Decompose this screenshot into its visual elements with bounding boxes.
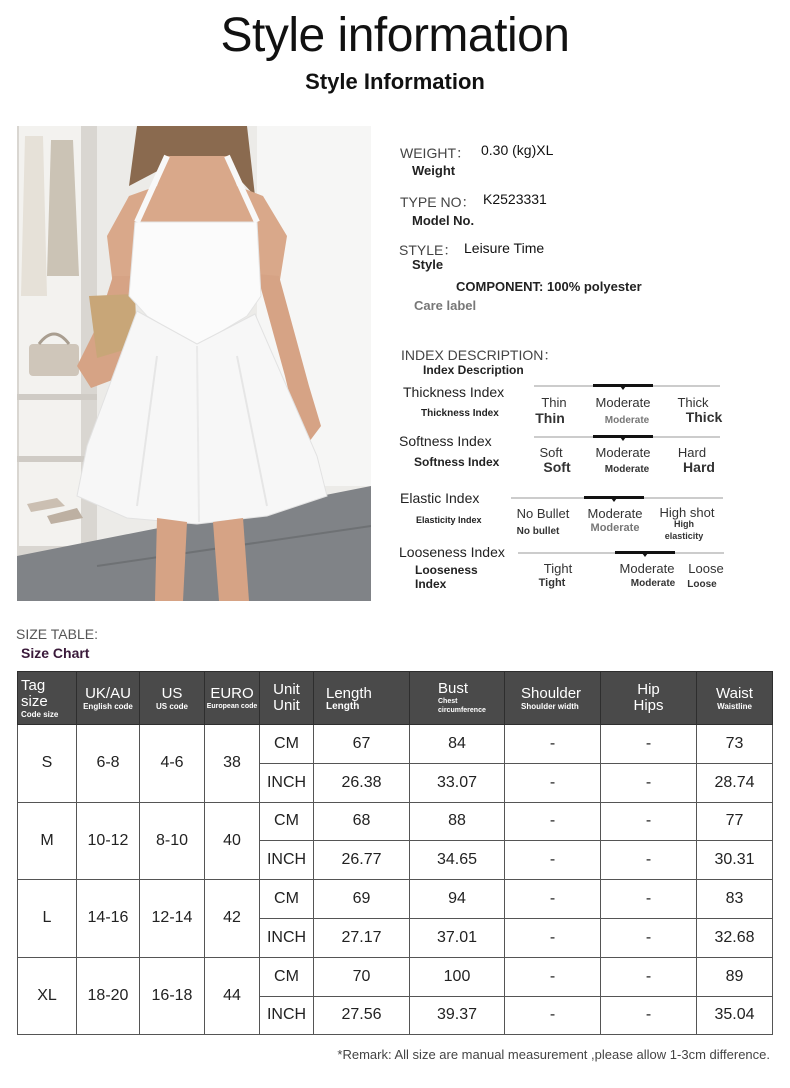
header-shoulder: Shoulder Shoulder width — [505, 672, 601, 725]
unit-cell: CM — [260, 880, 314, 919]
waist-cell: 30.31 — [697, 841, 773, 880]
table-row — [18, 880, 773, 919]
header-euro: EURO European code — [205, 672, 260, 725]
us-cell: 16-18 — [140, 957, 205, 1035]
euro-cell: 38 — [205, 725, 260, 803]
uk-cell: 14-16 — [77, 880, 140, 958]
thickness-sub-thin: Thin — [535, 410, 565, 426]
hip-cell: - — [601, 918, 697, 957]
header-uk: UK/AU English code — [77, 672, 140, 725]
length-cell: 27.17 — [314, 918, 410, 957]
looseness-opt-tight: Tight — [543, 561, 573, 576]
thickness-opt-thin: Thin — [541, 395, 567, 410]
softness-opt-moderate: Moderate — [595, 445, 651, 460]
thickness-sub-moderate: Moderate — [604, 415, 650, 426]
hip-cell: - — [601, 841, 697, 880]
elastic-sub-high: High elasticity — [664, 519, 704, 541]
waist-cell: 28.74 — [697, 763, 773, 802]
shoulder-cell: - — [505, 841, 601, 880]
table-row — [18, 725, 773, 764]
shoulder-cell: - — [505, 725, 601, 764]
softness-opt-hard: Hard — [677, 445, 707, 460]
looseness-sub: Looseness Index — [415, 563, 478, 591]
us-cell: 12-14 — [140, 880, 205, 958]
hip-cell: - — [601, 725, 697, 764]
looseness-opt-moderate: Moderate — [619, 561, 675, 576]
us-cell: 8-10 — [140, 802, 205, 880]
elastic-opt-highshot: High shot — [659, 505, 715, 520]
elastic-name: Elastic Index — [400, 490, 480, 506]
euro-cell: 40 — [205, 802, 260, 880]
table-row — [18, 802, 773, 841]
elastic-sub-nobullet: No bullet — [516, 526, 560, 537]
product-photo — [17, 126, 371, 601]
looseness-name: Looseness Index — [399, 544, 505, 560]
looseness-sub-moderate: Moderate — [630, 578, 676, 589]
euro-cell: 42 — [205, 880, 260, 958]
us-cell: 4-6 — [140, 725, 205, 803]
unit-cell: CM — [260, 725, 314, 764]
bust-cell: 94 — [410, 880, 505, 919]
looseness-opt-loose: Loose — [688, 561, 724, 576]
unit-cell: CM — [260, 802, 314, 841]
main-title: Style information — [220, 9, 570, 62]
thickness-marker — [620, 386, 626, 390]
euro-cell: 44 — [205, 957, 260, 1035]
size-table-label: SIZE TABLE: — [16, 626, 98, 642]
tag-cell: S — [18, 725, 77, 803]
elastic-track — [511, 497, 723, 499]
size-table-header — [18, 672, 773, 725]
type-sub: Model No. — [412, 213, 475, 228]
length-cell: 68 — [314, 802, 410, 841]
bust-cell: 84 — [410, 725, 505, 764]
header-unit: Unit Unit — [260, 672, 314, 725]
shoulder-cell: - — [505, 763, 601, 802]
looseness-sub-tight: Tight — [538, 577, 566, 589]
unit-cell: INCH — [260, 918, 314, 957]
component-text: COMPONENT: 100% polyester — [456, 279, 642, 294]
uk-cell: 18-20 — [77, 957, 140, 1035]
hip-cell: - — [601, 802, 697, 841]
weight-value: 0.30 (kg)XL — [481, 142, 554, 158]
length-cell: 69 — [314, 880, 410, 919]
remark-text: *Remark: All size are manual measurement ,please allow 1-3cm difference. — [337, 1047, 770, 1062]
shoulder-cell: - — [505, 918, 601, 957]
bust-cell: 33.07 — [410, 763, 505, 802]
elastic-opt-nobullet: No Bullet — [516, 506, 570, 521]
thickness-opt-moderate: Moderate — [595, 395, 651, 410]
bust-cell: 88 — [410, 802, 505, 841]
softness-name: Softness Index — [399, 433, 492, 449]
hip-cell: - — [601, 880, 697, 919]
softness-sub: Softness Index — [414, 455, 500, 469]
elastic-marker — [611, 498, 617, 502]
thickness-sub: Thickness Index — [421, 408, 499, 419]
header-waist: Waist Waistline — [697, 672, 773, 725]
waist-cell: 83 — [697, 880, 773, 919]
unit-cell: INCH — [260, 841, 314, 880]
length-cell: 70 — [314, 957, 410, 996]
weight-label: WEIGHT： — [400, 145, 470, 161]
index-title: INDEX DESCRIPTION： — [401, 347, 558, 363]
waist-cell: 32.68 — [697, 918, 773, 957]
shoulder-cell: - — [505, 957, 601, 996]
length-cell: 67 — [314, 725, 410, 764]
care-label: Care label — [414, 298, 477, 313]
header-tag: Tag size Code size — [18, 672, 77, 725]
style-label: STYLE： — [399, 242, 458, 258]
style-value: Leisure Time — [464, 240, 545, 256]
type-label: TYPE NO： — [400, 194, 476, 210]
elastic-sub-moderate: Moderate — [590, 522, 640, 534]
weight-sub: Weight — [412, 163, 456, 178]
thickness-opt-thick: Thick — [677, 395, 709, 410]
shoulder-cell: - — [505, 802, 601, 841]
elastic-sub: Elasticity Index — [416, 515, 482, 525]
unit-cell: CM — [260, 957, 314, 996]
elastic-opt-moderate: Moderate — [587, 506, 643, 521]
header-length: Length Length — [314, 672, 410, 725]
unit-cell: INCH — [260, 763, 314, 802]
uk-cell: 6-8 — [77, 725, 140, 803]
thickness-track — [534, 385, 720, 387]
softness-track — [534, 436, 720, 438]
type-value: K2523331 — [483, 191, 547, 207]
waist-cell: 73 — [697, 725, 773, 764]
thickness-sub-thick: Thick — [685, 409, 723, 425]
length-cell: 26.77 — [314, 841, 410, 880]
tag-cell: XL — [18, 957, 77, 1035]
bust-cell: 39.37 — [410, 996, 505, 1035]
softness-opt-soft: Soft — [539, 445, 563, 460]
looseness-marker — [642, 553, 648, 557]
bust-cell: 100 — [410, 957, 505, 996]
unit-cell: INCH — [260, 996, 314, 1035]
header-us: US US code — [140, 672, 205, 725]
hip-cell: - — [601, 763, 697, 802]
tag-cell: L — [18, 880, 77, 958]
tag-cell: M — [18, 802, 77, 880]
waist-cell: 35.04 — [697, 996, 773, 1035]
thickness-name: Thickness Index — [403, 384, 505, 400]
size-table — [17, 671, 773, 1035]
sub-title: Style Information — [305, 69, 485, 94]
softness-sub-soft: Soft — [543, 459, 571, 475]
waist-cell: 77 — [697, 802, 773, 841]
looseness-sub-loose: Loose — [687, 579, 717, 590]
bust-cell: 37.01 — [410, 918, 505, 957]
header-hip: Hip Hips — [601, 672, 697, 725]
size-chart-label: Size Chart — [21, 645, 90, 661]
style-sub: Style — [412, 257, 444, 272]
bust-cell: 34.65 — [410, 841, 505, 880]
length-cell: 26.38 — [314, 763, 410, 802]
length-cell: 27.56 — [314, 996, 410, 1035]
softness-sub-moderate: Moderate — [604, 464, 650, 475]
uk-cell: 10-12 — [77, 802, 140, 880]
shoulder-cell: - — [505, 996, 601, 1035]
softness-marker — [620, 437, 626, 441]
waist-cell: 89 — [697, 957, 773, 996]
softness-sub-hard: Hard — [683, 459, 715, 475]
looseness-track — [518, 552, 724, 554]
index-title-sub: Index Description — [423, 363, 524, 377]
table-row — [18, 957, 773, 996]
header-bust: Bust Chest circumference — [410, 672, 505, 725]
hip-cell: - — [601, 957, 697, 996]
shoulder-cell: - — [505, 880, 601, 919]
hip-cell: - — [601, 996, 697, 1035]
